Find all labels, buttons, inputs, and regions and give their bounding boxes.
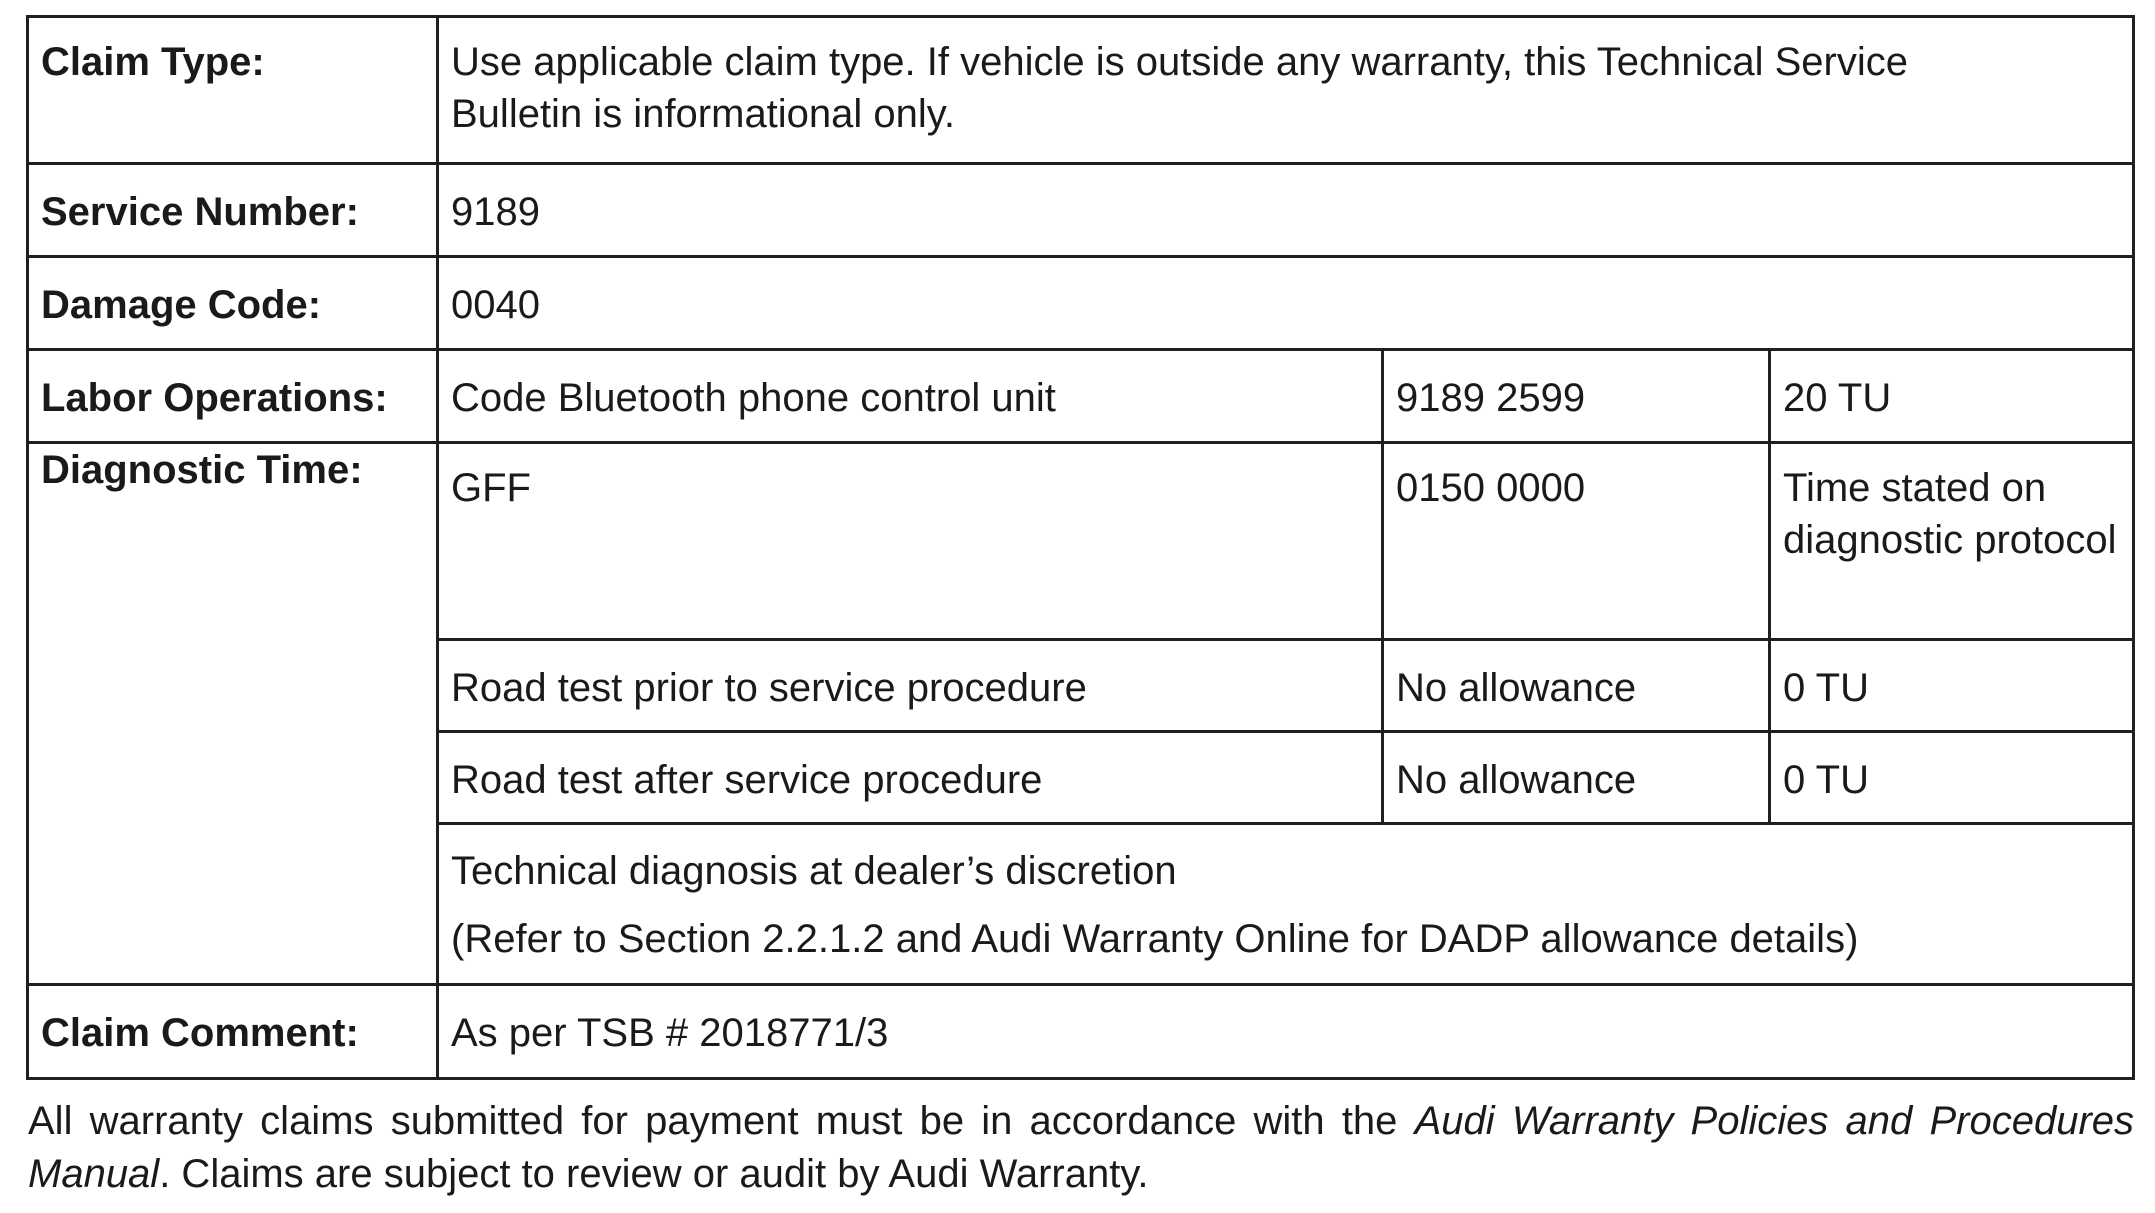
damage-code-row	[28, 257, 2134, 350]
diagnostic-time-value: Time stated on diagnostic protocol	[1770, 443, 2134, 640]
road-test-prior-description: Road test prior to service procedure	[438, 640, 1383, 732]
technical-diagnosis-line1: Technical diagnosis at dealer’s discretion	[451, 849, 1177, 893]
road-test-after-code: No allowance	[1383, 732, 1770, 824]
road-test-prior-time: 0 TU	[1770, 640, 2134, 732]
warranty-footer-note	[28, 1095, 2134, 1201]
road-test-prior-code: No allowance	[1383, 640, 1770, 732]
labor-operations-description: Code Bluetooth phone control unit	[438, 350, 1383, 443]
service-number-row	[28, 164, 2134, 257]
road-test-after-time: 0 TU	[1770, 732, 2134, 824]
diagnostic-time-label: Diagnostic Time:	[28, 443, 438, 985]
damage-code-value: 0040	[438, 257, 2134, 350]
claim-comment-row	[28, 985, 2134, 1079]
diagnostic-description: GFF	[438, 443, 1383, 640]
footer-manual-title: Audi Warranty Policies and Procedures Manual	[28, 1099, 2135, 1196]
technical-diagnosis-cell	[438, 824, 2134, 985]
footer-text-before: All warranty claims submitted for payment must be in accordance with the	[28, 1099, 1415, 1143]
labor-operations-code: 9189 2599	[1383, 350, 1770, 443]
warranty-claim-table	[26, 15, 2135, 1080]
claim-type-label: Claim Type:	[28, 17, 438, 164]
labor-operations-row	[28, 350, 2134, 443]
damage-code-label: Damage Code:	[28, 257, 438, 350]
claim-comment-value: As per TSB # 2018771/3	[438, 985, 2134, 1079]
claim-type-value	[438, 17, 2134, 164]
diagnostic-code: 0150 0000	[1383, 443, 1770, 640]
technical-diagnosis-line2: (Refer to Section 2.2.1.2 and Audi Warranty Online for DADP allowance details)	[451, 917, 1859, 961]
labor-operations-label: Labor Operations:	[28, 350, 438, 443]
claim-comment-label: Claim Comment:	[28, 985, 438, 1079]
claim-type-value-line1: Use applicable claim type. If vehicle is outside any warranty, this Technical Service	[451, 40, 1908, 84]
diagnostic-row	[28, 443, 2134, 640]
labor-operations-time: 20 TU	[1770, 350, 2134, 443]
service-number-value: 9189	[438, 164, 2134, 257]
service-number-label: Service Number:	[28, 164, 438, 257]
footer-text-after: . Claims are subject to review or audit by Audi Warranty.	[159, 1152, 1149, 1196]
road-test-after-description: Road test after service procedure	[438, 732, 1383, 824]
claim-type-value-line2: Bulletin is informational only.	[451, 92, 955, 136]
claim-type-row	[28, 17, 2134, 164]
